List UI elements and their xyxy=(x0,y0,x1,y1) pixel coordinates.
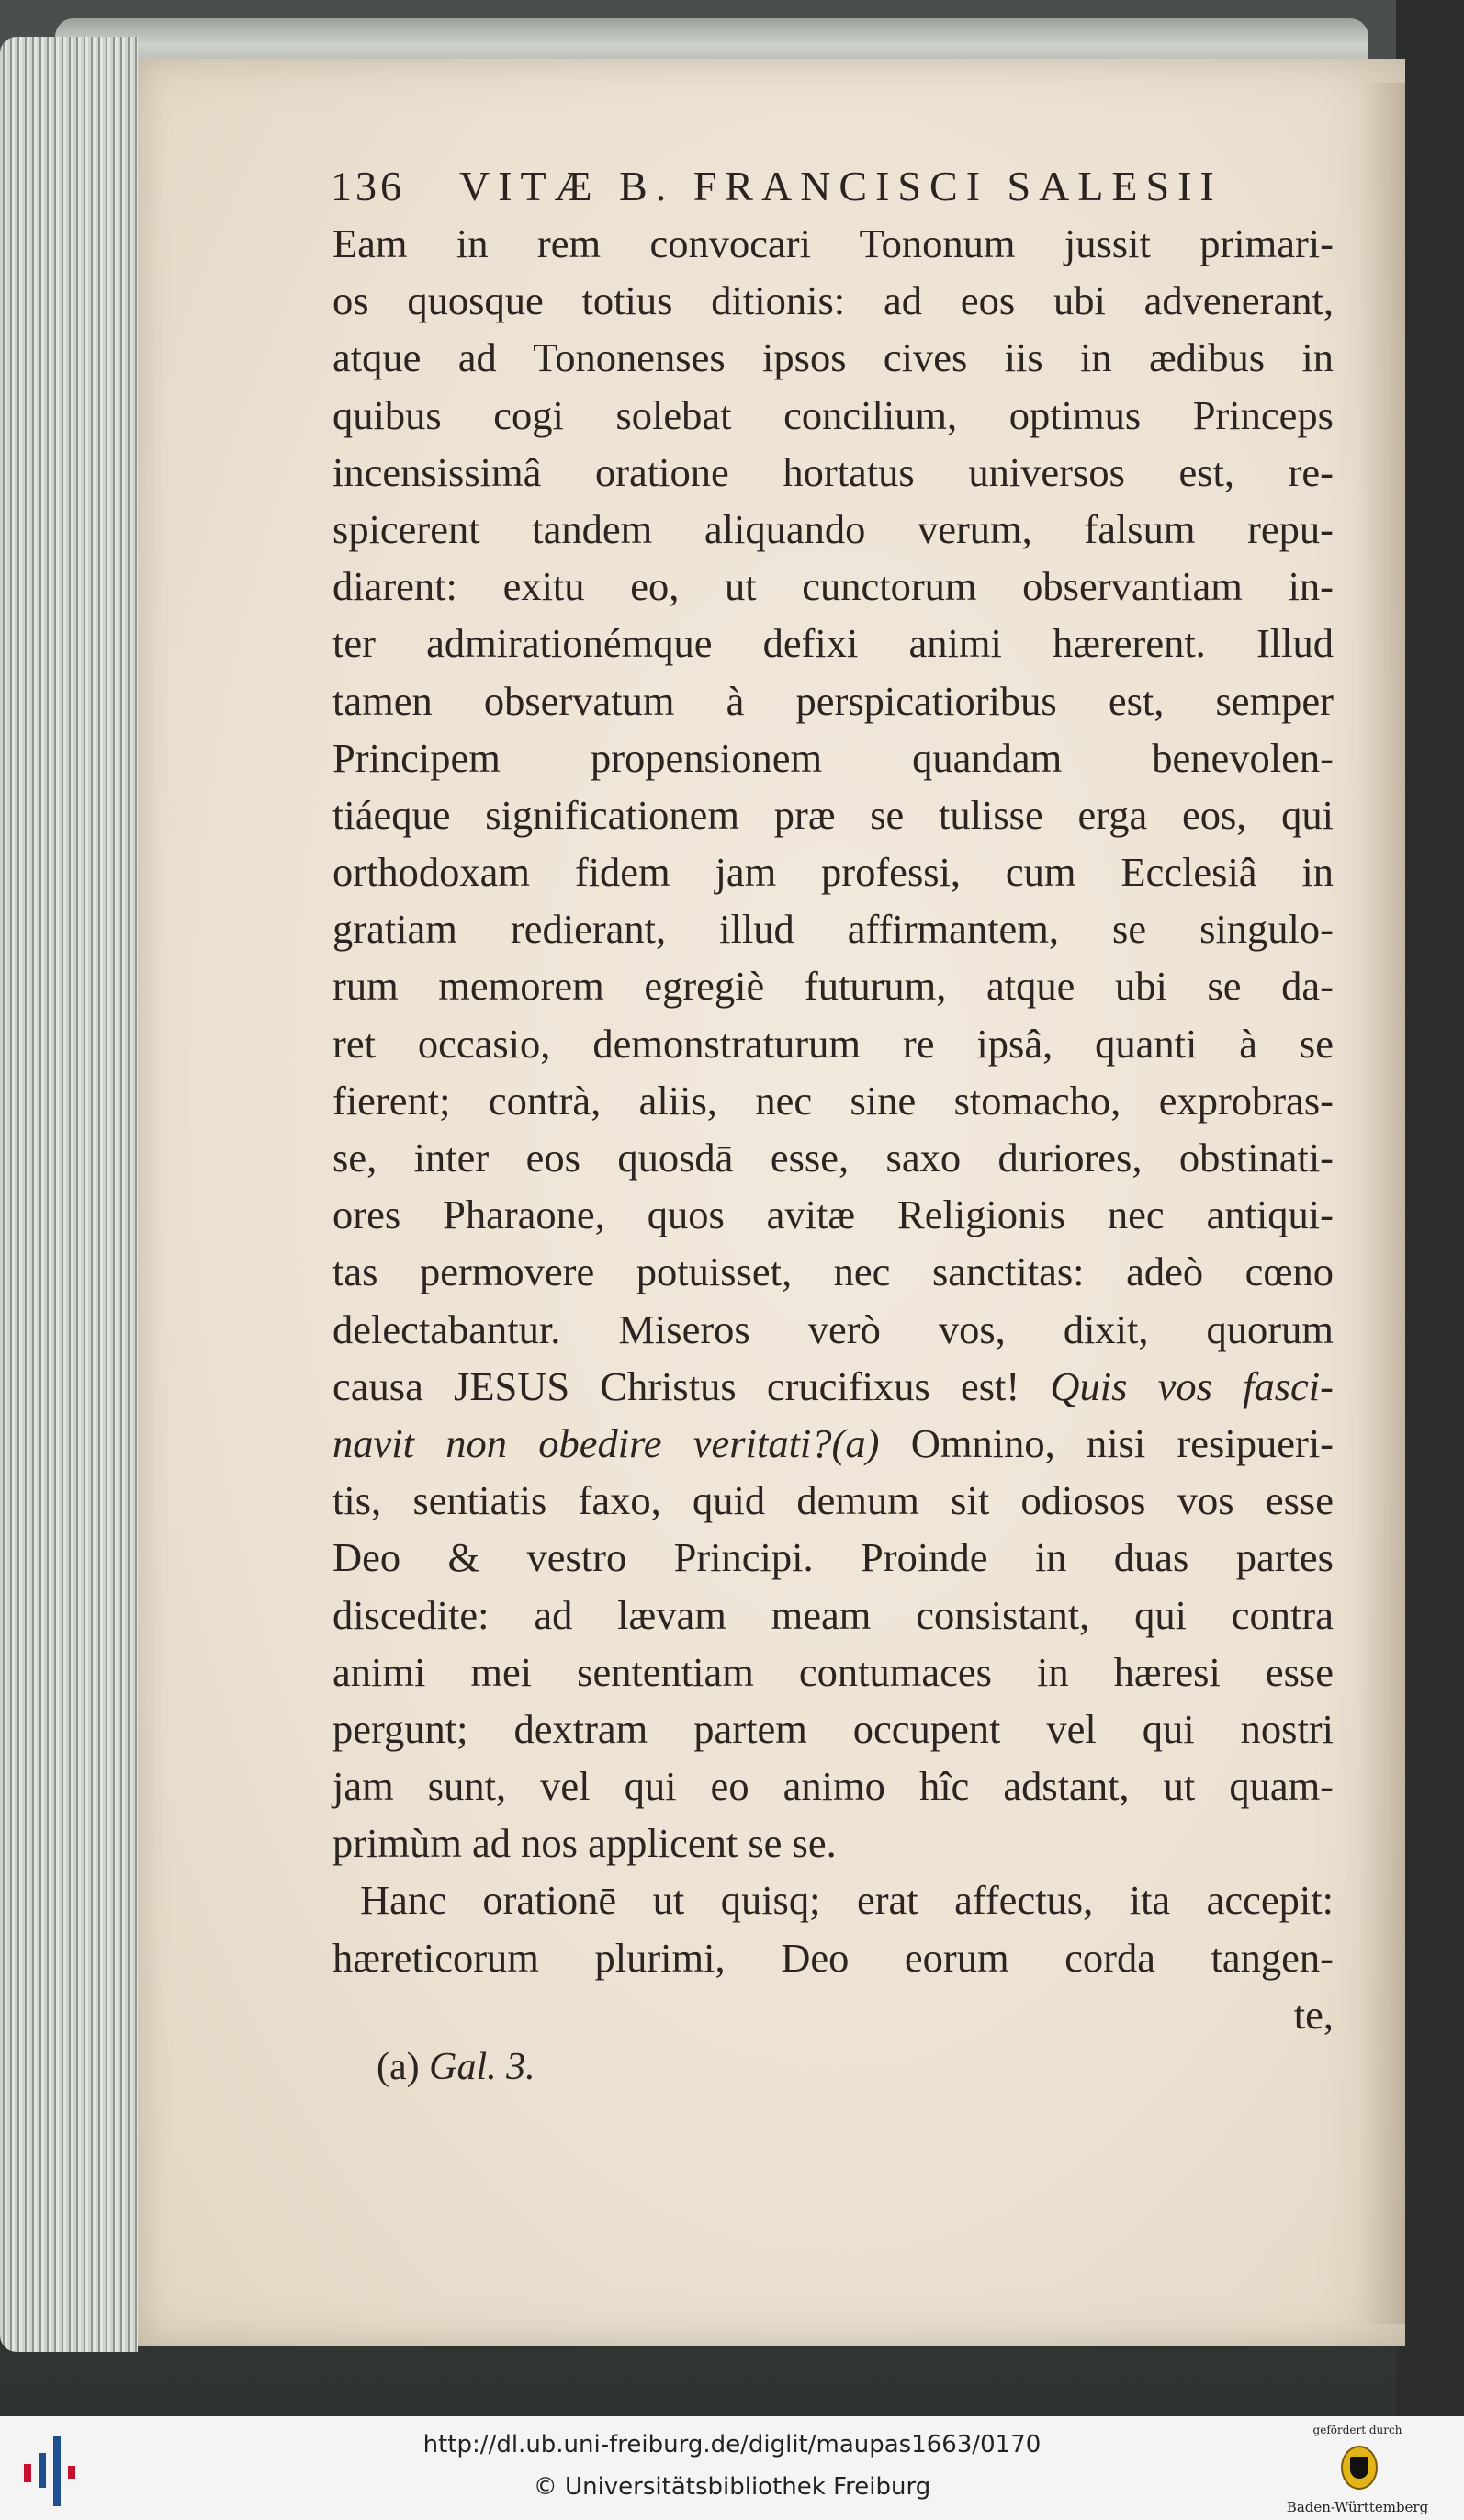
text-line: Eam in rem convocari Tononum jussit primari- xyxy=(332,220,1334,266)
bible-quote: Quis vos fasci- xyxy=(1050,1362,1334,1409)
text-segment: causa JESUS Christus crucifixus est! xyxy=(332,1362,1020,1409)
text-line: os quosque totius ditionis: ad eos ubi advenerant, xyxy=(332,277,1334,324)
text-line: gratiam redierant, illud affirmantem, se singulo- xyxy=(332,906,1334,953)
text-line: tamen observatum à perspicatioribus est, semper xyxy=(332,677,1334,724)
copyright-notice: © Universitätsbibliothek Freiburg xyxy=(533,2473,931,2501)
text-line: incensissimâ oratione hortatus universos est, re- xyxy=(332,448,1334,495)
page-gutter-shadow xyxy=(1359,83,1405,2324)
sponsor-badge xyxy=(1266,2424,1449,2515)
text-line-with-quote xyxy=(332,1415,1334,1472)
text-line: ores Pharaone, quos avitæ Religionis nec antiqui- xyxy=(332,1192,1334,1238)
text-line: tis, sentiatis faxo, quid demum sit odiosos vos esse xyxy=(332,1477,1334,1524)
text-line: fierent; contrà, aliis, nec sine stomacho, exprobras- xyxy=(332,1077,1334,1124)
sponsor-caption: gefördert durch xyxy=(1312,2424,1402,2436)
viewer-footer xyxy=(0,2416,1464,2520)
text-line: primùm ad nos applicent se se. xyxy=(332,1820,837,1867)
text-line: orthodoxam fidem jam professi, cum Ecclesiâ in xyxy=(332,849,1334,896)
state-coat-of-arms-icon xyxy=(1341,2446,1378,2490)
footnote-reference: Gal. 3. xyxy=(429,2046,535,2088)
footnote-label: (a) xyxy=(377,2046,420,2088)
text-line: atque ad Tononenses ipsos cives iis in ædibus in xyxy=(332,334,1334,381)
text-line: diarent: exitu eo, ut cunctorum observantiam in- xyxy=(332,563,1334,610)
text-line: jam sunt, vel qui eo animo hîc adstant, ut quam- xyxy=(332,1763,1334,1810)
text-line: animi mei sententiam contumaces in hæresi esse xyxy=(332,1648,1334,1695)
text-line: hæreticorum plurimi, Deo eorum corda tangen- xyxy=(332,1934,1334,1981)
permalink-url[interactable]: http://dl.ub.uni-freiburg.de/diglit/maupas1663/0170 xyxy=(422,2431,1042,2458)
book-top-edge xyxy=(55,18,1368,62)
book-page-edges xyxy=(0,37,138,2352)
text-line: Hanc orationē ut quisq; erat affectus, ita accepit: xyxy=(360,1877,1334,1924)
text-line: ret occasio, demonstraturum re ipsâ, quanti à se xyxy=(332,1020,1334,1067)
text-line: Principem propensionem quandam benevolen- xyxy=(332,734,1334,781)
footnote-marker: (a) xyxy=(831,1419,880,1466)
page-number: 136 xyxy=(331,163,405,209)
text-line: tas permovere potuisset, nec sanctitas: adeò cœno xyxy=(332,1249,1334,1295)
text-line: spicerent tandem aliquando verum, falsum repu- xyxy=(332,505,1334,552)
text-line: quibus cogi solebat concilium, optimus Princeps xyxy=(332,391,1334,438)
text-line-with-quote xyxy=(332,1358,1334,1415)
text-line: ter admirationémque defixi animi hærerent. Illud xyxy=(332,620,1334,667)
running-title: VITÆ B. FRANCISCI SALESII xyxy=(459,163,1222,209)
text-line: se, inter eos quosdā esse, saxo duriores, obstinati- xyxy=(332,1135,1334,1181)
catchword: te, xyxy=(1293,1991,1334,2038)
text-line: pergunt; dextram partem occupent vel qui nostri xyxy=(332,1705,1334,1752)
text-line: rum memorem egregiè futurum, atque ubi se da- xyxy=(332,963,1334,1010)
text-line: Deo & vestro Principi. Proinde in duas partes xyxy=(332,1534,1334,1581)
page-text xyxy=(332,215,1334,2043)
text-line: discedite: ad lævam meam consistant, qui contra xyxy=(332,1591,1334,1638)
text-line: delectabantur. Miseros verò vos, dixit, quorum xyxy=(332,1305,1334,1352)
scan-right-margin xyxy=(1396,0,1464,2416)
footnote xyxy=(377,2045,535,2089)
sponsor-name: Baden-Württemberg xyxy=(1286,2499,1429,2515)
text-line: tiáeque significationem præ se tulisse erga eos, qui xyxy=(332,791,1334,838)
text-segment: Omnino, nisi resipueri- xyxy=(910,1419,1334,1466)
bible-quote-cont: navit non obedire veritati? xyxy=(332,1419,832,1466)
